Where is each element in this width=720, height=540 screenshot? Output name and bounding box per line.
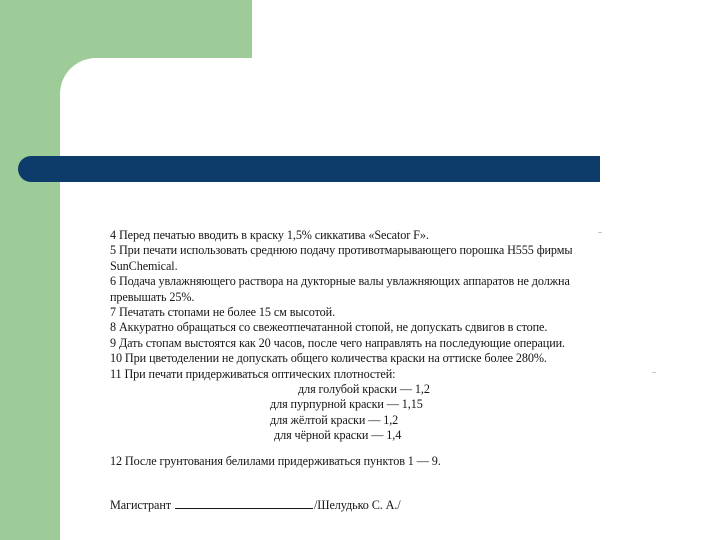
- item-4: 4 Перед печатью вводить в краску 1,5% сиккатива «Secator F».: [110, 228, 429, 242]
- title-bar-accent: [18, 156, 600, 182]
- signature-line: [110, 497, 670, 513]
- item-8: 8 Аккуратно обращаться со свежеотпечатанной стопой, не допускать сдвигов в стопе.: [110, 320, 548, 335]
- density-cyan: для голубой краски — 1,2: [298, 382, 430, 397]
- signature-label: Магистрант: [110, 498, 172, 513]
- signature-blank: [175, 497, 313, 509]
- item-12: 12 После грунтования белилами придерживаться пунктов 1 — 9.: [110, 453, 441, 468]
- spacer: [110, 444, 670, 454]
- density-yellow: для жёлтой краски — 1,2: [270, 412, 399, 427]
- density-black: для чёрной краски — 1,4: [274, 428, 402, 443]
- item-6-line-1: 6 Подача увлажняющего раствора на дукторные валы увлажняющих аппаратов не должна: [110, 274, 570, 289]
- item-7: 7 Печатать стопами не более 15 см высотой.: [110, 305, 336, 320]
- document-text: [110, 228, 670, 514]
- item-6-line-2: превышать 25%.: [110, 289, 195, 304]
- item-9: 9 Дать стопам выстоятся как 20 часов, после чего направлять на последующие операции.: [110, 335, 565, 350]
- item-10: 10 При цветоделении не допускать общего количества краски на оттиске более 280%.: [110, 351, 547, 366]
- density-magenta: для пурпурной краски — 1,15: [270, 397, 423, 412]
- signature-name: /Шелудько С. А./: [314, 498, 401, 513]
- item-5-line-2: SunChemical.: [110, 258, 178, 273]
- item-5-line-1: [110, 243, 670, 258]
- item-5-text: 5 При печати использовать среднюю подачу противотмарывающего порошка H555 фирмы: [110, 243, 573, 258]
- item-11: 11 При печати придерживаться оптических плотностей:: [110, 366, 396, 381]
- spacer: [110, 469, 670, 497]
